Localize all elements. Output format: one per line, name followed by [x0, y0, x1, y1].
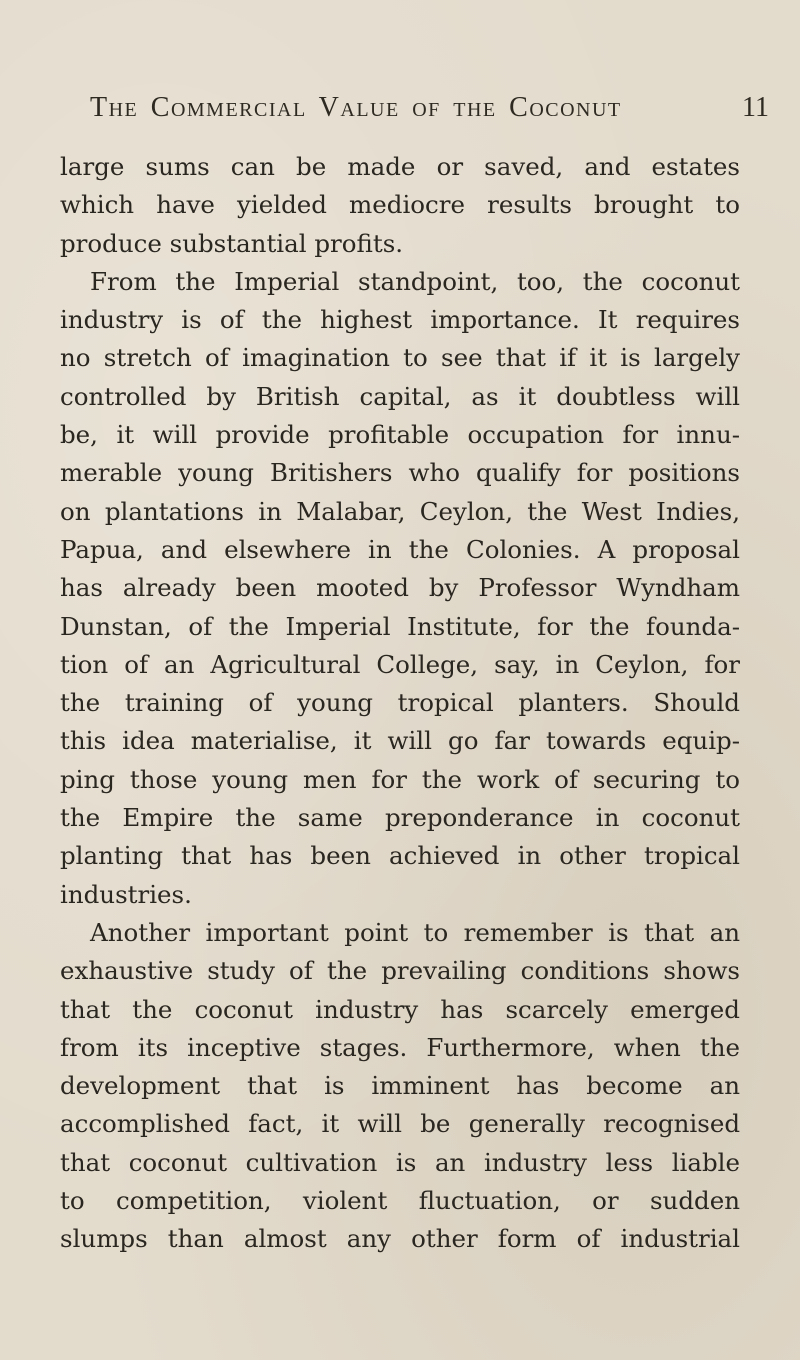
text-line: tion of an Agricultural College, say, in Ceylon, for	[60, 649, 740, 679]
body-text	[60, 148, 740, 1259]
text-line: accomplished fact, it will be generally recognised	[60, 1109, 740, 1139]
text-line: produce substantial profits.	[60, 228, 404, 258]
text-line: which have yielded mediocre results brought to	[60, 190, 740, 220]
text-line: Papua, and elsewhere in the Colonies. A proposal	[60, 534, 740, 564]
text-line: ping those young men for the work of securing to	[60, 764, 740, 794]
text-line: planting that has been achieved in other tropical	[60, 841, 740, 871]
running-title: The Commercial Value of the Coconut	[90, 92, 622, 123]
page-number: 11	[742, 92, 769, 123]
text-line: From the Imperial standpoint, too, the coconut	[90, 266, 740, 296]
text-line: that the coconut industry has scarcely emerged	[60, 994, 740, 1024]
text-line: controlled by British capital, as it doubtless will	[60, 381, 740, 411]
text-line: Dunstan, of the Imperial Institute, for the founda-	[60, 611, 740, 641]
text-line: has already been mooted by Professor Wyndham	[60, 573, 740, 603]
text-line: development that is imminent has become an	[60, 1071, 740, 1101]
text-line: be, it will provide profitable occupation for innu-	[60, 420, 740, 450]
text-line: no stretch of imagination to see that if it is largely	[60, 343, 740, 373]
text-line: the training of young tropical planters. Should	[60, 688, 740, 718]
text-line: industry is of the highest importance. It requires	[60, 305, 740, 335]
text-line: large sums can be made or saved, and estates	[60, 152, 740, 181]
text-line: the Empire the same preponderance in coconut	[60, 803, 740, 833]
text-line: to competition, violent fluctuation, or sudden	[60, 1186, 740, 1216]
text-line: merable young Britishers who qualify for positions	[60, 458, 740, 488]
text-line: slumps than almost any other form of industrial	[60, 1224, 740, 1254]
text-line: on plantations in Malabar, Ceylon, the West Indies,	[60, 496, 740, 526]
running-head	[0, 92, 800, 132]
text-line: that coconut cultivation is an industry less liable	[60, 1147, 740, 1177]
text-line: this idea materialise, it will go far towards equip-	[60, 726, 740, 756]
text-line: Another important point to remember is that an	[90, 917, 740, 947]
text-line: industries.	[60, 879, 192, 909]
text-line: from its inceptive stages. Furthermore, when the	[60, 1032, 740, 1062]
text-line: exhaustive study of the prevailing conditions shows	[60, 956, 740, 986]
